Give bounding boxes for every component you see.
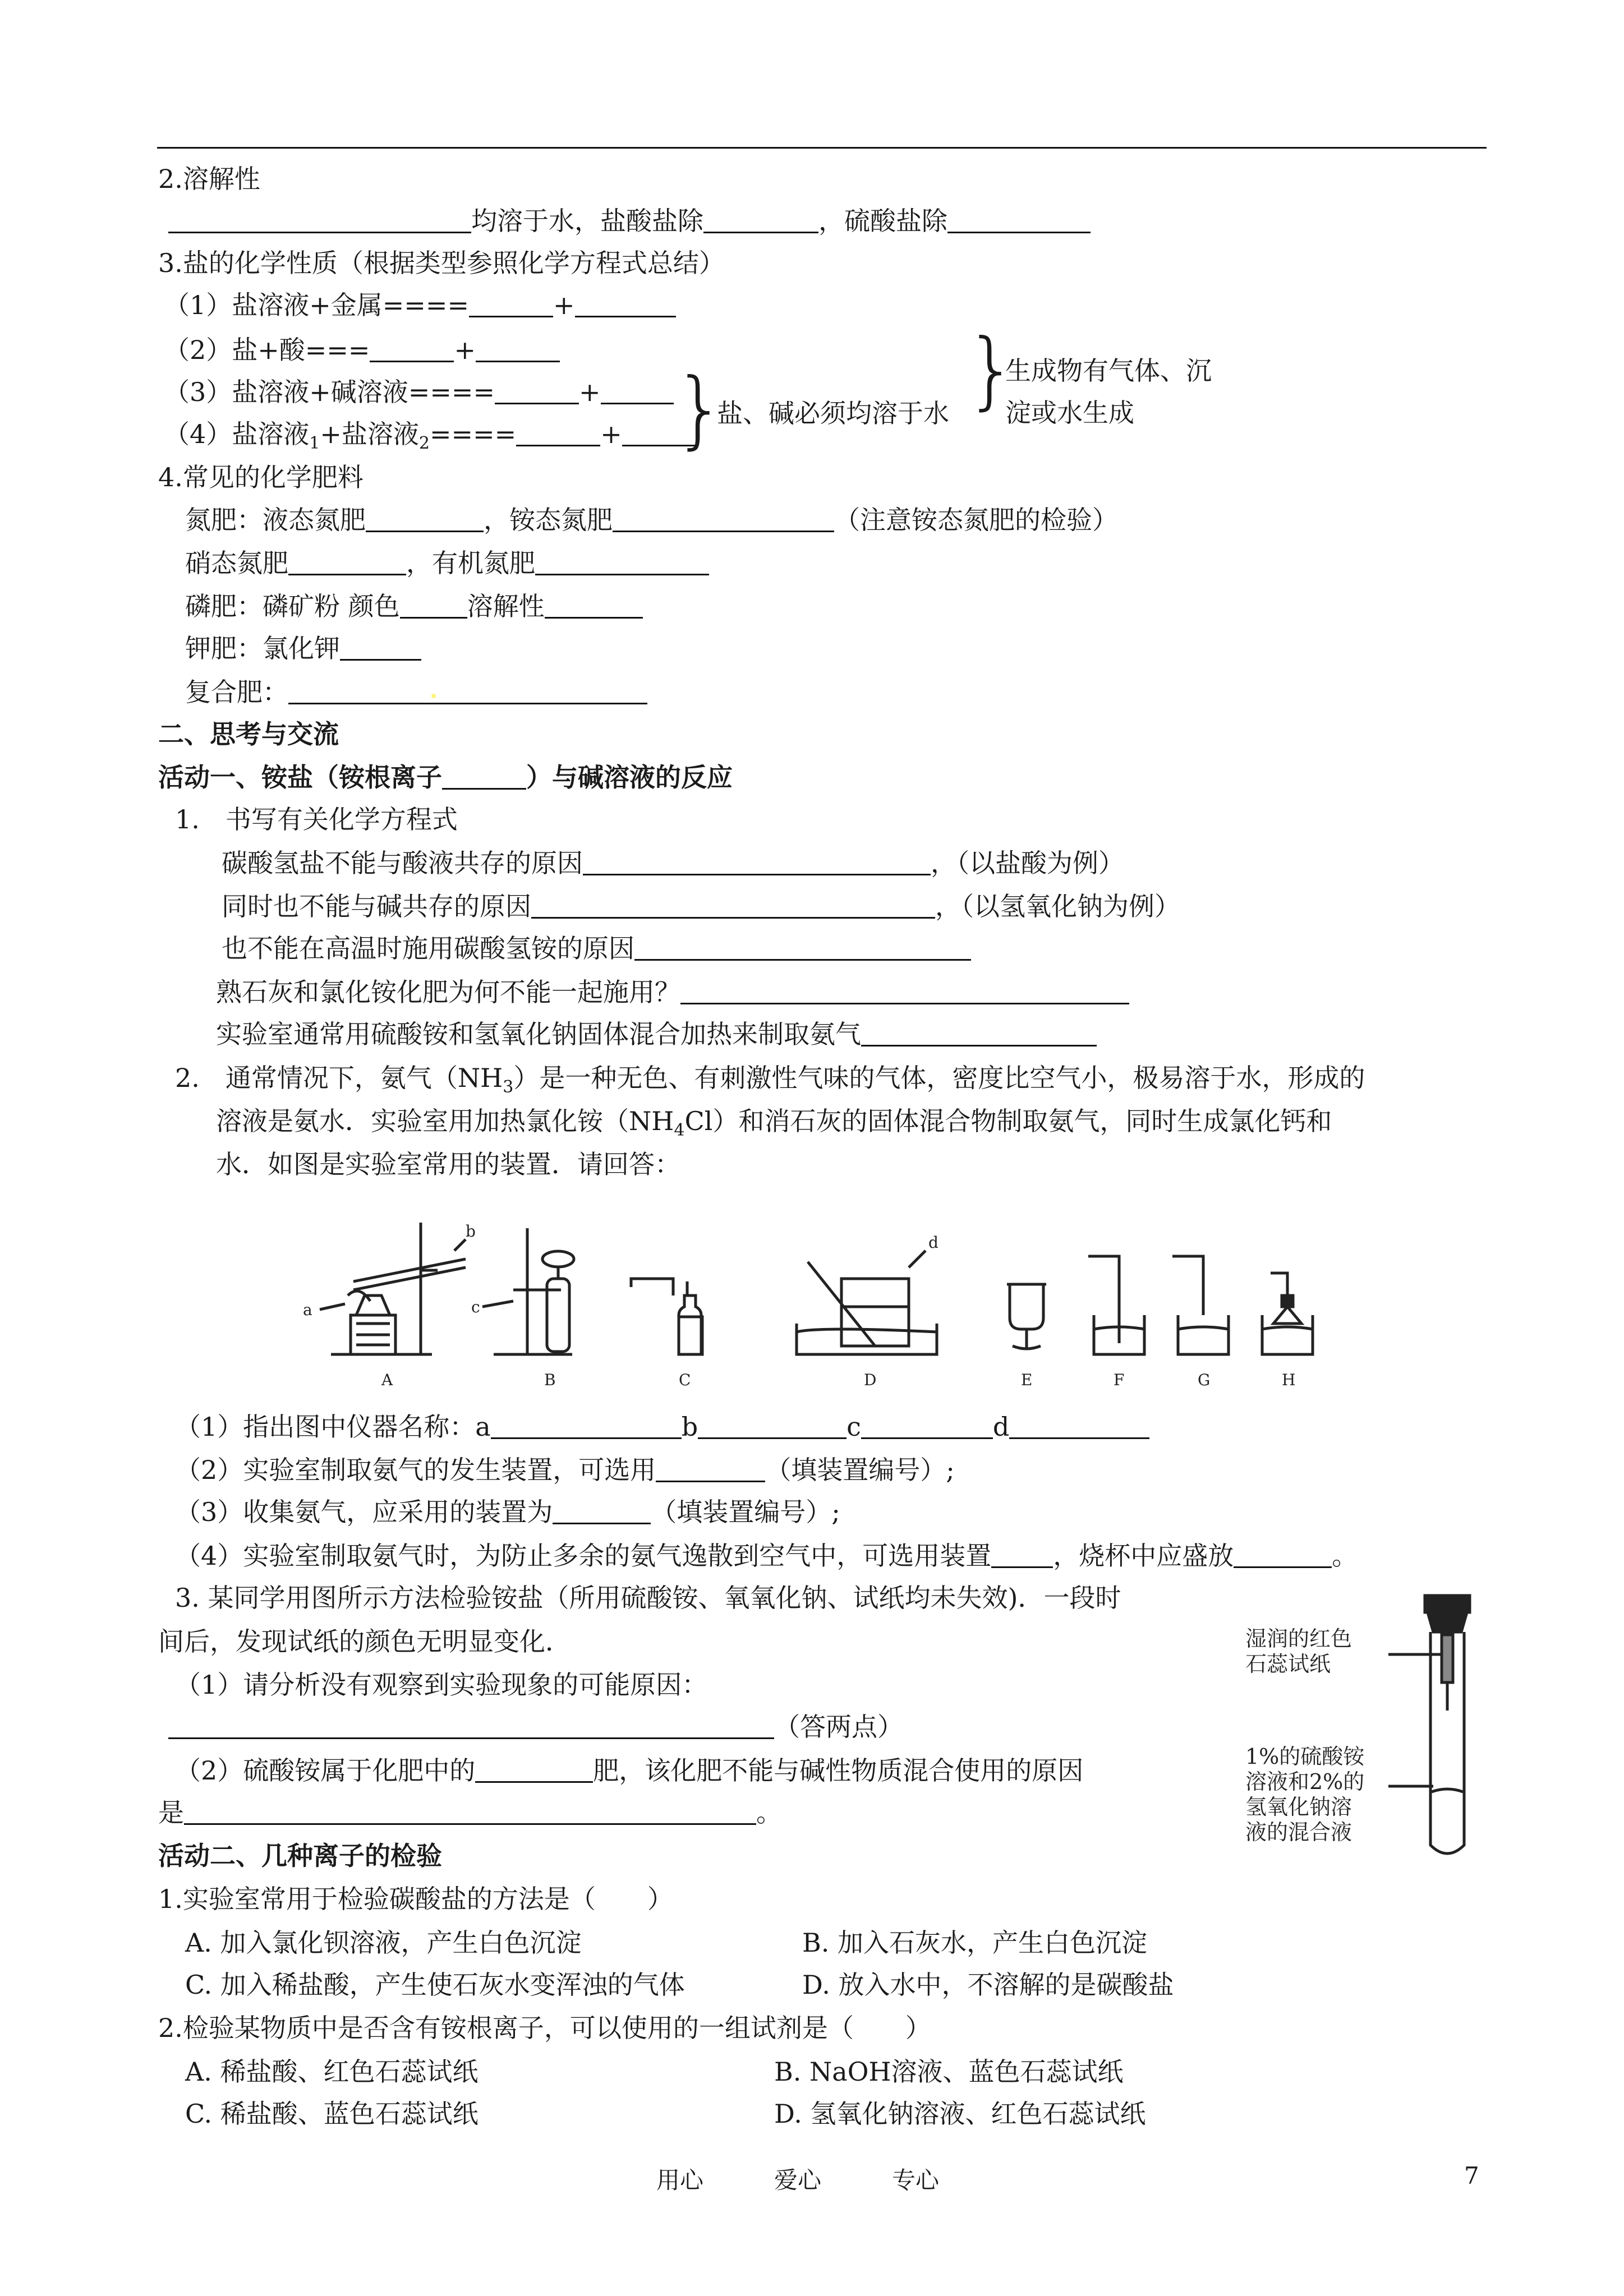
compound-fertilizer: 复合肥：	[185, 670, 647, 714]
a1-q3-1-answer: （答两点）	[168, 1705, 903, 1749]
answer-blank[interactable]	[680, 977, 1129, 1004]
a2-q2: 2.检验某物质中是否含有铵根离子，可以使用的一组试剂是（ ）	[158, 2013, 931, 2043]
a1-q3-line1: 3. 某同学用图所示方法检验铵盐（所用硫酸铵、氧氧化钠、试纸均未失效)．一段时	[175, 1583, 1121, 1613]
apparatus-figure	[292, 1217, 1391, 1396]
a1-q1c: 也不能在高温时施用碳酸氢铵的原因	[222, 926, 971, 970]
label-f: F	[1114, 1371, 1125, 1389]
a1-q3-line2: 间后，发现试纸的颜色无明显变化．	[158, 1626, 571, 1657]
apparatus-c	[631, 1279, 702, 1354]
a1-q1a: 碳酸氢盐不能与酸液共存的原因 ，（以盐酸为例）	[222, 848, 1124, 878]
answer-blank[interactable]	[861, 1412, 993, 1439]
brace-right-1: }	[673, 361, 727, 458]
answer-blank[interactable]	[861, 1019, 1097, 1046]
brace-note-2b: 淀或水生成	[1005, 398, 1134, 428]
reaction-3: （3）盐溶液+碱溶液==== +	[164, 370, 674, 414]
apparatus-a	[320, 1223, 466, 1354]
nitrogen-fertilizer-2: 硝态氮肥 ，有机氮肥	[185, 541, 709, 585]
a2-q2-option-c[interactable]: C. 稀盐酸、蓝色石蕊试纸	[185, 2099, 479, 2129]
a1-q3-2: （2）硫酸铵属于化肥中的 肥，该化肥不能与碱性物质混合使用的原因	[175, 1755, 1084, 1786]
mark-b: b	[466, 1222, 476, 1241]
a2-q2-option-a[interactable]: A. 稀盐酸、红色石蕊试纸	[185, 2057, 479, 2087]
tube-label-1: 湿润的红色	[1245, 1626, 1352, 1651]
a1-q3-2-answer: 是 。	[158, 1797, 782, 1828]
section-2-title: 2.溶解性	[158, 164, 260, 194]
a2-q1-option-d[interactable]: D. 放入水中，不溶解的是碳酸盐	[802, 1970, 1174, 2000]
test-tube-figure	[1245, 1593, 1503, 1868]
section-4-title: 4.常见的化学肥料	[158, 462, 364, 492]
answer-blank[interactable]	[516, 419, 600, 446]
a2-q2-option-b[interactable]: B. NaOH溶液、蓝色石蕊试纸	[774, 2057, 1124, 2087]
answer-blank[interactable]	[991, 1541, 1053, 1568]
answer-blank[interactable]	[184, 1797, 756, 1825]
part-2-title: 二、思考与交流	[158, 719, 339, 749]
label-b: B	[544, 1371, 556, 1389]
answer-blank[interactable]	[613, 505, 834, 532]
answer-blank[interactable]	[475, 1755, 593, 1783]
brace-note-2a: 生成物有气体、沉	[1005, 356, 1212, 386]
section-3-title: 3.盐的化学性质（根据类型参照化学方程式总结）	[158, 248, 725, 278]
a1-q2-line1: 2. 通常情况下，氨气$(NH_3)$是一种无色、有刺激性气味的气体，密度比空气小，极易溶于水，形成的	[175, 1063, 1365, 1097]
label-e: E	[1021, 1371, 1033, 1389]
potash-fertilizer: 钾肥：氯化钾	[185, 626, 421, 670]
answer-blank[interactable]	[575, 290, 676, 317]
label-d: D	[864, 1371, 877, 1389]
apparatus-e	[1007, 1284, 1046, 1349]
tube-label-6: 液的混合液	[1245, 1820, 1352, 1845]
activity-2-title: 活动二、几种离子的检验	[158, 1841, 442, 1871]
activity-1-title: 活动一、铵盐（铵根离子 ）与碱溶液的反应	[158, 762, 733, 792]
answer-blank[interactable]	[634, 933, 971, 961]
apparatus-b	[482, 1228, 574, 1354]
brace-right-2: }	[965, 321, 1019, 419]
answer-blank[interactable]	[168, 206, 471, 233]
a1-q2-2: （2）实验室制取氨气的发生装置，可选用 （填装置编号）;	[175, 1455, 955, 1485]
a1-q3-1: （1）请分析没有观察到实验现象的可能原因：	[175, 1670, 708, 1700]
footer-motto: 用心 爱心 专心	[656, 2166, 940, 2194]
label-h: H	[1282, 1371, 1296, 1389]
answer-blank[interactable]	[656, 1455, 765, 1482]
a1-q2-line2: 溶液是氨水．实验室用加热氯化铵$(NH_4Cl)$和消石灰的固体混合物制取氨气，同时生成氯化钙和	[216, 1106, 1332, 1140]
a1-q2-1: （1）指出图中仪器名称：a b c d	[175, 1405, 1149, 1449]
a1-q2-4: （4）实验室制取氨气时，为防止多余的氨气逸散到空气中，可选用装置 ，烧杯中应盛放 。	[175, 1541, 1358, 1571]
page-number: 7	[1464, 2162, 1479, 2189]
header-rule	[157, 147, 1487, 149]
answer-blank[interactable]	[366, 505, 484, 532]
answer-blank[interactable]	[288, 677, 647, 704]
a2-q1-option-c[interactable]: C. 加入稀盐酸，产生使石灰水变浑浊的气体	[185, 1970, 685, 2000]
a2-q2-option-d[interactable]: D. 氢氧化钠溶液、红色石蕊试纸	[774, 2099, 1146, 2129]
tube-label-2: 石蕊试纸	[1245, 1652, 1331, 1676]
reaction-1: （1）盐溶液+金属==== +	[164, 283, 676, 327]
answer-blank[interactable]	[491, 1412, 682, 1439]
highlight-dot	[431, 694, 436, 698]
answer-blank[interactable]	[288, 548, 406, 575]
answer-blank[interactable]	[400, 591, 467, 619]
answer-blank[interactable]	[553, 1497, 651, 1524]
answer-blank[interactable]	[531, 891, 935, 919]
a1-q2-3: （3）收集氨气，应采用的装置为 （填装置编号）;	[175, 1497, 840, 1527]
apparatus-f	[1088, 1256, 1144, 1354]
answer-blank[interactable]	[1009, 1412, 1149, 1439]
brace-note-1: 盐、碱必须均溶于水	[717, 398, 949, 428]
tube-label-3: 1%的硫酸铵	[1245, 1744, 1365, 1769]
solubility-line: 均溶于水，盐酸盐除 ，硫酸盐除	[168, 199, 1091, 243]
answer-blank[interactable]	[476, 335, 560, 362]
apparatus-g	[1172, 1256, 1229, 1354]
answer-blank[interactable]	[545, 591, 643, 619]
apparatus-h	[1262, 1273, 1313, 1354]
a2-q1-option-a[interactable]: A. 加入氯化钡溶液，产生白色沉淀	[185, 1928, 582, 1958]
a1-q1b: 同时也不能与碱共存的原因 ，（以氢氧化钠为例）	[222, 891, 1180, 921]
answer-blank[interactable]	[340, 633, 421, 661]
apparatus-d	[797, 1251, 937, 1354]
answer-blank[interactable]	[168, 1712, 774, 1739]
answer-blank[interactable]	[1234, 1541, 1332, 1568]
a1-q1d: 熟石灰和氯化铵化肥为何不能一起施用？	[216, 970, 1129, 1014]
tube-label-4: 溶液和2%的	[1245, 1769, 1365, 1794]
answer-blank[interactable]	[698, 1412, 846, 1439]
mark-c: c	[471, 1298, 480, 1316]
a1-q1: 1. 书写有关化学方程式	[175, 804, 458, 835]
nitrogen-fertilizer-1: 氮肥：液态氮肥 ，铵态氮肥 （注意铵态氮肥的检验）	[185, 505, 1118, 535]
answer-blank[interactable]	[442, 762, 526, 790]
answer-blank[interactable]	[535, 548, 709, 575]
label-a: A	[381, 1371, 393, 1389]
label-g: G	[1198, 1371, 1211, 1389]
a2-q1-option-b[interactable]: B. 加入石灰水，产生白色沉淀	[802, 1928, 1148, 1958]
answer-blank[interactable]	[703, 206, 818, 233]
reaction-4: （4）盐溶液$_1$+盐溶液$_2$==== +	[164, 412, 695, 456]
answer-blank[interactable]	[495, 377, 579, 404]
a2-q1: 1.实验室常用于检验碳酸盐的方法是（ ）	[158, 1884, 673, 1914]
tube-label-5: 氢氧化钠溶	[1245, 1795, 1352, 1819]
reaction-2: （2）盐+酸=== +	[164, 328, 560, 372]
mark-a: a	[303, 1301, 312, 1319]
a1-q2-line3: 水．如图是实验室常用的装置．请回答：	[216, 1149, 680, 1179]
answer-blank[interactable]	[370, 335, 454, 362]
a1-q1e: 实验室通常用硫酸铵和氢氧化钠固体混合加热来制取氨气	[216, 1012, 1097, 1056]
answer-blank[interactable]	[583, 848, 931, 875]
answer-blank[interactable]	[947, 206, 1091, 233]
answer-blank[interactable]	[601, 377, 674, 404]
answer-blank[interactable]	[469, 290, 553, 317]
mark-d: d	[928, 1233, 938, 1252]
label-c: C	[679, 1371, 691, 1389]
phosphate-fertilizer: 磷肥：磷矿粉 颜色 溶解性	[185, 584, 643, 628]
